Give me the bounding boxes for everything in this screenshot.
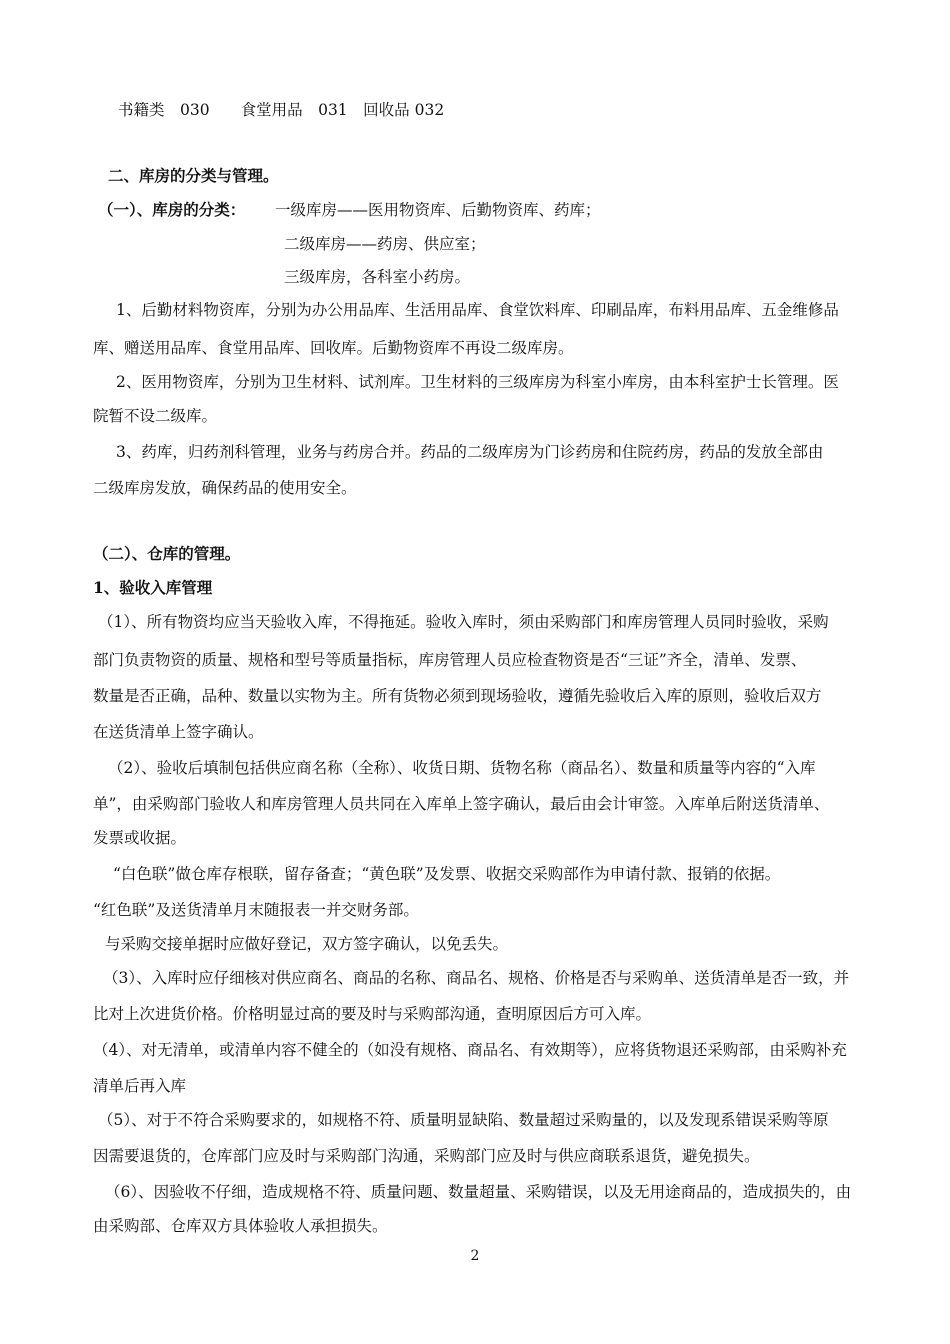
text-line: 三级库房，各科室小药房。 [284,268,471,286]
text-line: （1）、所有物资均应当天验收入库，不得拖延。验收入库时，须由采购部门和库房管理人员同时验收，采购 [98,613,829,631]
text-line: 发票或收据。 [93,829,187,847]
text-line: （4）、对无清单，或清单内容不健全的（如没有规格、商品名、有效期等），应将货物退还采购部，由采购补充 [93,1041,847,1059]
text-line: 二级库房发放，确保药品的使用安全。 [93,479,357,497]
text-line: 由采购部、仓库双方具体验收人承担损失。 [93,1217,388,1235]
subsection-heading: （一）、库房的分类： [98,200,246,219]
text-line: 部门负责物资的质量、规格和型号等质量指标，库房管理人员应检查物资是否“三证”齐全，清单、发票、 [93,651,807,669]
subsection-heading: （二）、仓库的管理。 [93,544,241,563]
page-number: 2 [470,1248,480,1264]
text-line: 1、后勤材料物资库，分别为办公用品库、生活用品库、食堂饮料库、印刷品库，布料用品库、五金维修品 [116,301,839,319]
text-line: （5）、对于不符合采购要求的，如规格不符、质量明显缺陷、数量超过采购量的，以及发现系错误采购等原 [98,1111,829,1129]
text-line: 院暂不设二级库。 [93,407,218,425]
text-line: 二级库房——药房、供应室； [284,235,486,253]
section-heading: 二、库房的分类与管理。 [108,166,279,185]
subsection-heading: 1、验收入库管理 [93,578,213,597]
text-line: “红色联”及送货清单月末随报表一并交财务部。 [93,901,419,919]
text-line: 单”，由采购部门验收人和库房管理人员共同在入库单上签字确认，最后由会计审签。入库单后附送货清单、 [93,795,830,813]
text-line: “白色联”做仓库存根联，留存备查；“黄色联”及发票、收据交采购部作为申请付款、报销的依据。 [113,865,781,883]
text-line: 2、医用物资库，分别为卫生材料、试剂库。卫生材料的三级库房为科室小库房，由本科室护士长管理。医 [116,373,839,391]
text-line: （6）、因验收不仔细，造成规格不符、质量问题、数量超量、采购错误，以及无用途商品的，造成损失的，由 [105,1183,852,1201]
text-line: 数量是否正确，品种、数量以实物为主。所有货物必须到现场验收，遵循先验收后入库的原则，验收后双方 [93,687,822,705]
text-line: 一级库房——医用物资库、后勤物资库、药库； [275,201,601,219]
text-line: 3、药库，归药剂科管理，业务与药房合并。药品的二级库房为门诊药房和住院药房，药品的发放全部由 [116,443,824,461]
text-line: 比对上次进货价格。价格明显过高的要及时与采购部沟通，查明原因后方可入库。 [93,1005,652,1023]
text-line: （2）、验收后填制包括供应商名称（全称）、收货日期、货物名称（商品名）、数量和质量等内容的“入库 [108,759,816,777]
text-line: 与采购交接单据时应做好登记，双方签字确认，以免丢失。 [105,935,509,953]
text-line: 因需要退货的，仓库部门应及时与采购部门沟通，采购部门应及时与供应商联系退货，避免损失。 [93,1147,760,1165]
text-line: 在送货清单上签字确认。 [93,723,264,741]
text-line: 清单后再入库 [93,1077,187,1095]
text-line: 库、赠送用品库、食堂用品库、回收库。后勤物资库不再设二级库房。 [93,339,574,357]
text-line: 书籍类 030 食堂用品 031 回收品 032 [118,101,445,119]
text-line: （3）、入库时应仔细核对供应商名、商品的名称、商品名、规格、价格是否与采购单、送货清单是否一致，并 [103,969,850,987]
